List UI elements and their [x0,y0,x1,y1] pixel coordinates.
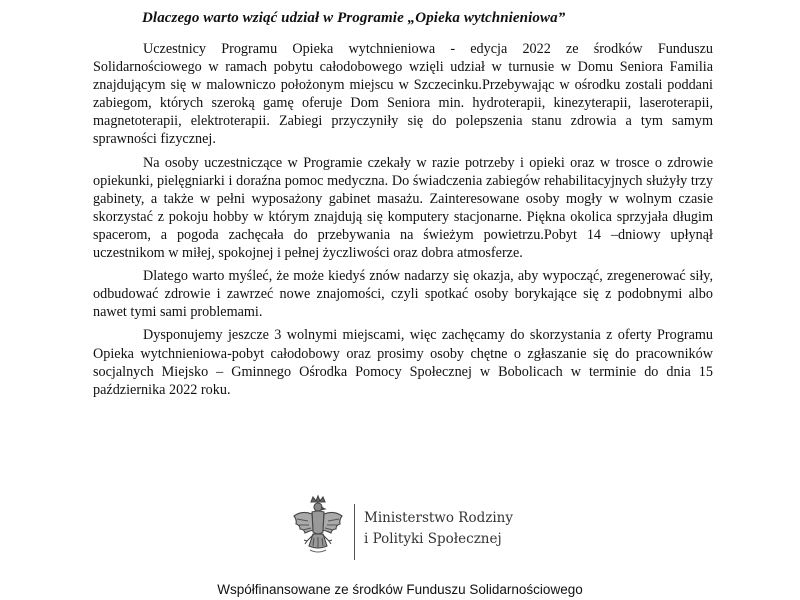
paragraph-2: Na osoby uczestniczące w Programie czekały w razie potrzeby i opieki oraz w trosce o zdrowie opiekunki, pielęgniarki i doraźna pomoc medyczna. Do świadczenia zabiegów rehabilitacyjnych służyły trzy gabinety, a także w pełni wyposażony gabinet masażu. Zainteresowane osoby mogły w wolnym czasie skorzystać z pokoju hobby w którym znajdują się komputery stacjonarne. Piękna okolica sprzyjała długim spacerom, a pogoda zachęcała do przebywania na świeżym powietrzu.Pobyt 14 –dniowy upłynął uczestnikom w miłej, spokojnej i pełnej życzliwości oraz dobra atmosferze. [93,154,713,262]
ministry-name-line2: i Polityki Społecznej [364,531,502,547]
ministry-divider [354,504,355,560]
paragraph-4: Dysponujemy jeszcze 3 wolnymi miejscami, więc zachęcamy do skorzystania z oferty Programu Opieka wytchnieniowa-pobyt całodobowy oraz prosimy osoby chętne o zgłaszanie się do pracowników socjalnych Miejsko – Gminnego Ośrodka Pomocy Społecznej w Bobolicach w terminie do dnia 15 października 2022 roku. [93,327,713,398]
paragraph-1: Uczestnicy Programu Opieka wytchnieniowa - edycja 2022 ze środków Funduszu Solidarnościowego w ramach pobytu całodobowego wzięli udział w turnusie w Domu Seniora Familia znajdującym się w malowniczo położonym miejscu w Szczecinku.Przebywając w ośrodku zostali poddani zabiegom, których szeroką gamę oferuje Dom Seniora min. hydroterapii, kinezyterapii, laseroterapii, magnetoterapii, elektroterapii. Zabiegi przyczyniły się do polepszenia stanu zdrowia a tym samym sprawności fizycznej. [93,41,713,148]
document-body [93,40,713,399]
document-title: Dlaczego warto wziąć udział w Programie „Opieka wytchnieniowa” [142,10,566,26]
ministry-name-line1: Ministerstwo Rodziny [364,510,513,526]
polish-eagle-icon [288,494,348,570]
cofinancing-note: Współfinansowane ze środków Funduszu Solidarnościowego [217,582,583,597]
ministry-name [364,508,513,550]
paragraph-3: Dlatego warto myśleć, że może kiedyś znów nadarzy się okazja, aby wypocząć, zregenerować siły, odbudować zdrowie i zawrzeć nowe znajomości, czyli spotkać osoby borykające się z podobnymi albo nawet tymi sami problemami. [93,268,713,321]
